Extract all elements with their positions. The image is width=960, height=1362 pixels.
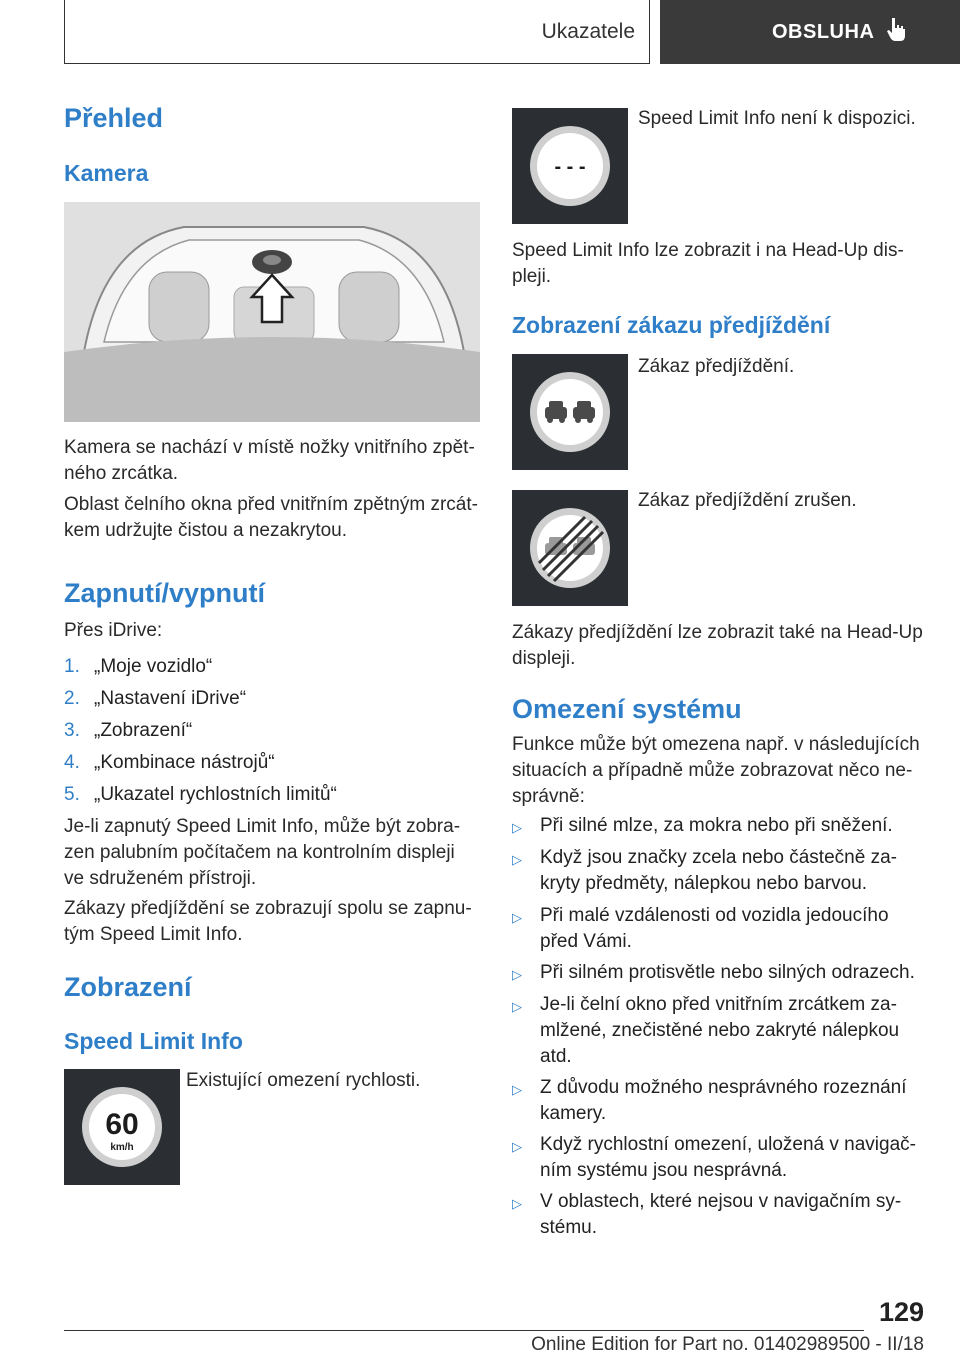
footer-divider: [64, 1330, 864, 1331]
list-item: 2. „Nastavení iDrive“: [64, 688, 247, 709]
list-item: 5. „Ukazatel rychlostních limitů“: [64, 784, 337, 805]
limits-intro: Funkce může být omezena např. v následujících situacích a případně může zobrazovat něco ne-správně:: [512, 734, 920, 807]
section-label: Ukazatele: [541, 19, 635, 43]
bullet-triangle-icon: ▷: [512, 1139, 522, 1154]
list-item: 1. „Moje vozidlo“: [64, 656, 213, 677]
overtake-on-text: Zákaz předjíždění.: [638, 356, 795, 377]
list-item: ▷ Když rychlostní omezení, uložená v navigač-ním systému jsou nesprávná.: [512, 1132, 920, 1184]
list-item: 3. „Zobrazení“: [64, 720, 193, 741]
sli-unavailable-text: Speed Limit Info není k dispozici.: [638, 108, 916, 129]
list-item: ▷ Při silné mlze, za mokra nebo při sněžení.: [512, 813, 920, 841]
sli-heading: Speed Limit Info: [64, 1028, 243, 1054]
camera-illustration: [64, 202, 480, 422]
bullet-triangle-icon: ▷: [512, 910, 522, 925]
camera-paragraph-1: Kamera se nachází v místě nožky vnitřního zpět-ného zrcátka.: [64, 437, 475, 484]
bullet-triangle-icon: ▷: [512, 999, 522, 1014]
sign-60-unit: km/h: [110, 1142, 134, 1153]
camera-heading: Kamera: [64, 160, 149, 186]
section-tab[interactable]: [64, 0, 650, 64]
chapter-tab[interactable]: [660, 0, 960, 64]
list-item: ▷ Je-li čelní okno před vnitřním zrcátkem za-mlžené, znečistěné nebo zakryté nálepkou atd.: [512, 992, 920, 1070]
onoff-paragraph-2: Zákazy předjíždění se zobrazují spolu se zapnu-tým Speed Limit Info.: [64, 898, 472, 945]
speed-limit-sign-icon: [64, 1069, 180, 1185]
onoff-paragraph-1: Je-li zapnutý Speed Limit Info, může být zobra-zen palubním počítačem na kontrolním displeji ve sdruženém přístroji.: [64, 816, 461, 889]
overtake-off-text: Zákaz předjíždění zrušen.: [638, 490, 857, 511]
overtake-hud-text: Zákazy předjíždění lze zobrazit také na Head-Up displeji.: [512, 622, 923, 669]
sign-na-text: - - -: [554, 156, 586, 178]
no-overtaking-end-sign-icon: [512, 490, 628, 606]
limits-heading: Omezení systému: [512, 694, 742, 724]
list-item: ▷ Z důvodu možného nesprávného rozeznání kamery.: [512, 1075, 920, 1127]
bullet-triangle-icon: ▷: [512, 1196, 522, 1211]
sli-text: Existující omezení rychlosti.: [186, 1070, 421, 1091]
sign-60-value: 60: [105, 1108, 139, 1141]
list-item: ▷ Při silném protisvětle nebo silných odrazech.: [512, 960, 920, 988]
overtake-heading: Zobrazení zákazu předjíždění: [512, 312, 831, 338]
camera-paragraph-2: Oblast čelního okna před vnitřním zpětným zrcát-kem udržujte čistou a nezakrytou.: [64, 494, 478, 541]
bullet-triangle-icon: ▷: [512, 1082, 522, 1097]
list-item: ▷ V oblastech, které nejsou v navigačním sy-stému.: [512, 1189, 920, 1241]
pointing-hand-icon: [886, 16, 908, 48]
list-item: 4. „Kombinace nástrojů“: [64, 752, 275, 773]
bullet-triangle-icon: ▷: [512, 967, 522, 982]
page-number: 129: [878, 1297, 924, 1327]
page-title: Přehled: [64, 103, 164, 133]
onoff-intro: Přes iDrive:: [64, 620, 163, 641]
list-item: ▷ Při malé vzdálenosti od vozidla jedoucího před Vámi.: [512, 903, 920, 955]
sli-hud-text: Speed Limit Info lze zobrazit i na Head-Up dis-pleji.: [512, 240, 904, 287]
speed-limit-unavailable-sign-icon: [512, 108, 628, 224]
onoff-heading: Zapnutí/vypnutí: [64, 578, 265, 608]
list-item: ▷ Když jsou značky zcela nebo částečně za-kryty předměty, nálepkou nebo barvou.: [512, 845, 920, 897]
bullet-triangle-icon: ▷: [512, 852, 522, 867]
display-heading: Zobrazení: [64, 972, 192, 1002]
no-overtaking-sign-icon: [512, 354, 628, 470]
edition-text[interactable]: Online Edition for Part no. 01402989500 - II/18: [531, 1334, 924, 1355]
chapter-label: OBSLUHA: [772, 20, 875, 43]
bullet-triangle-icon: ▷: [512, 820, 522, 835]
page-header: [64, 0, 960, 64]
